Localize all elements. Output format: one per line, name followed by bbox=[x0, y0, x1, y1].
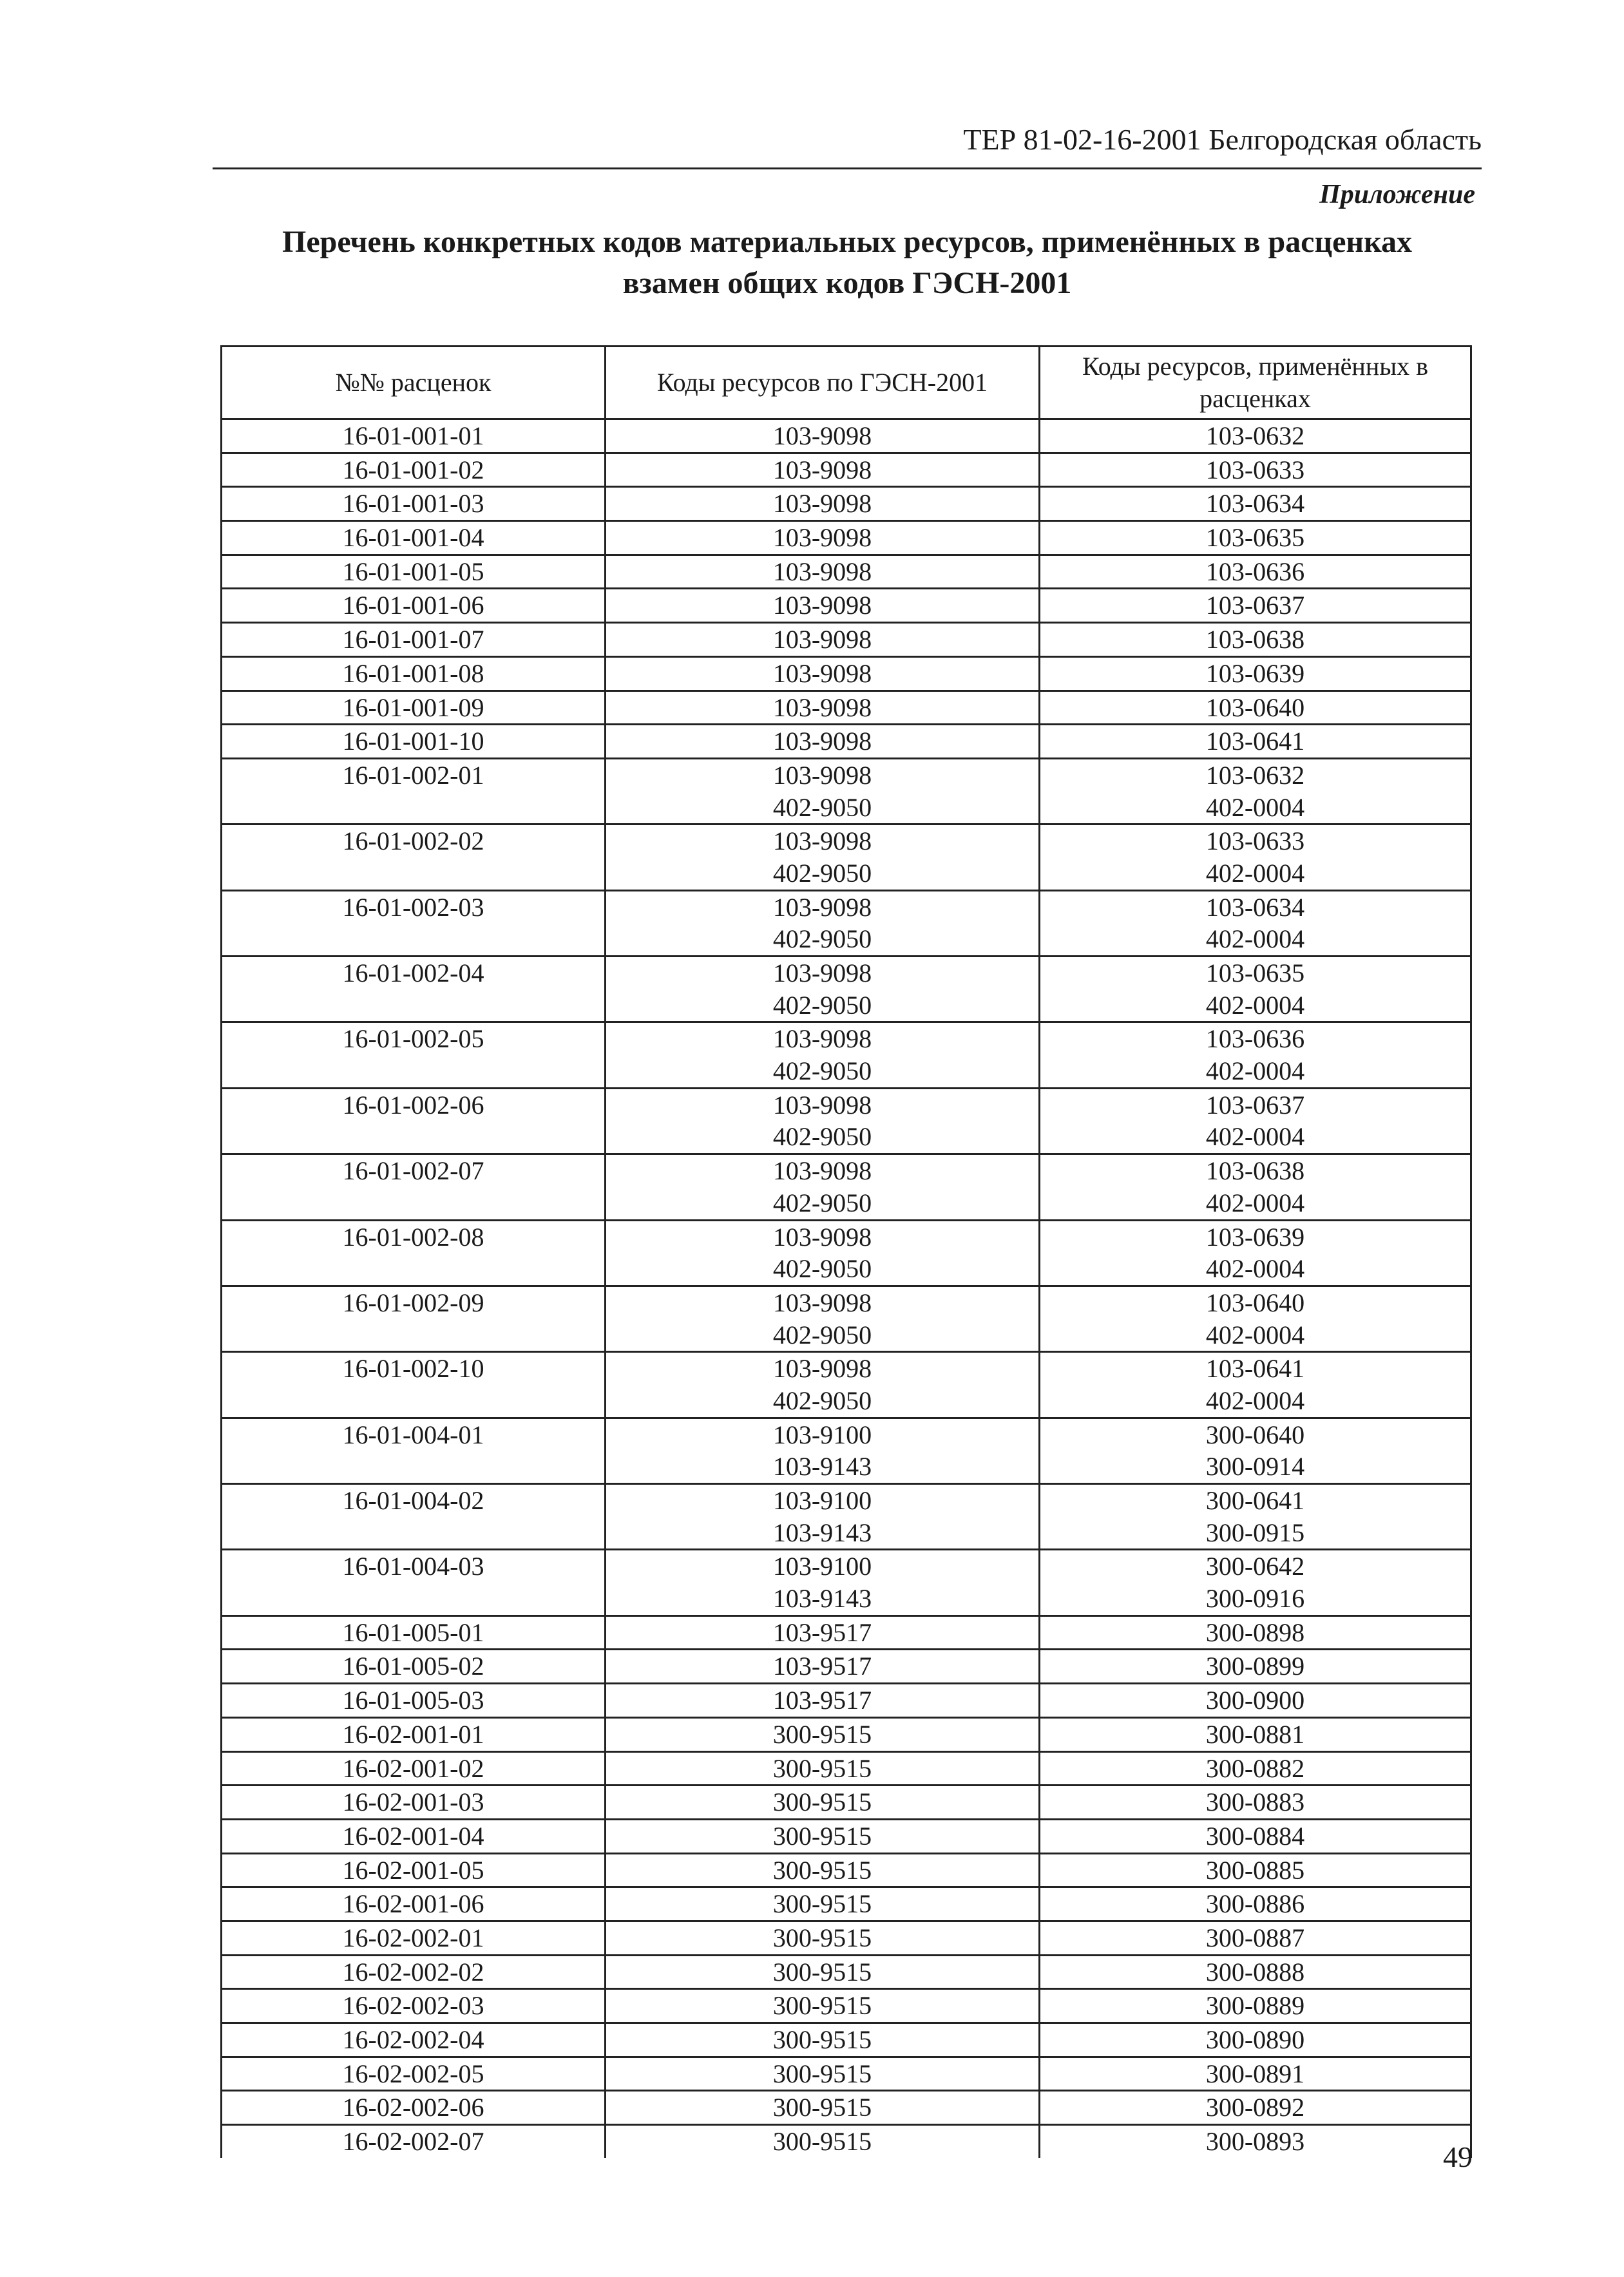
gesn-code-cell: 103-9098 bbox=[606, 725, 1040, 759]
table-row bbox=[222, 1921, 1471, 1955]
gesn-code-cell: 103-9098 bbox=[606, 957, 1040, 989]
rate-number-cell: 16-02-002-01 bbox=[222, 1921, 606, 1955]
gesn-code-cell: 300-9515 bbox=[606, 1989, 1040, 2023]
table-header-row bbox=[222, 347, 1471, 419]
gesn-code-cell: 402-9050 bbox=[606, 989, 1040, 1022]
gesn-code-cell: 402-9050 bbox=[606, 857, 1040, 890]
table-row bbox=[222, 656, 1471, 691]
table-row bbox=[222, 589, 1471, 623]
gesn-code-cell: 103-9143 bbox=[606, 1451, 1040, 1483]
appendix-label: Приложение bbox=[1319, 180, 1475, 209]
table-row bbox=[222, 1786, 1471, 1820]
applied-code-cell: 103-0635 bbox=[1040, 521, 1471, 555]
rate-number-cell: 16-02-001-01 bbox=[222, 1717, 606, 1751]
applied-code-cell: 300-0890 bbox=[1040, 2023, 1471, 2057]
gesn-code-cell: 103-9098 bbox=[606, 758, 1040, 791]
table-row bbox=[222, 1650, 1471, 1684]
rate-number-cell: 16-02-001-02 bbox=[222, 1751, 606, 1786]
gesn-code-cell: 103-9098 bbox=[606, 1154, 1040, 1187]
applied-code-cell: 300-0892 bbox=[1040, 2091, 1471, 2125]
gesn-code-cell: 103-9100 bbox=[606, 1418, 1040, 1451]
gesn-code-cell: 103-9098 bbox=[606, 890, 1040, 923]
applied-code-cell: 300-0885 bbox=[1040, 1853, 1471, 1887]
gesn-code-cell: 402-9050 bbox=[606, 1253, 1040, 1286]
applied-code-cell: 402-0004 bbox=[1040, 1253, 1471, 1286]
applied-code-cell: 103-0633 bbox=[1040, 824, 1471, 857]
table-row bbox=[222, 1550, 1471, 1583]
applied-code-cell: 300-0889 bbox=[1040, 1989, 1471, 2023]
gesn-code-cell: 300-9515 bbox=[606, 1853, 1040, 1887]
table-row bbox=[222, 725, 1471, 759]
table-row bbox=[222, 824, 1471, 857]
rate-number-cell: 16-01-002-09 bbox=[222, 1286, 606, 1351]
rate-number-cell: 16-01-001-04 bbox=[222, 521, 606, 555]
rate-number-cell: 16-02-001-04 bbox=[222, 1819, 606, 1853]
gesn-code-cell: 103-9098 bbox=[606, 419, 1040, 453]
rate-number-cell: 16-01-002-06 bbox=[222, 1088, 606, 1154]
applied-code-cell: 300-0642 bbox=[1040, 1550, 1471, 1583]
rate-number-cell: 16-01-004-02 bbox=[222, 1484, 606, 1550]
table-row bbox=[222, 1022, 1471, 1055]
rate-number-cell: 16-02-002-05 bbox=[222, 2057, 606, 2091]
rate-number-cell: 16-02-002-04 bbox=[222, 2023, 606, 2057]
table-row bbox=[222, 1220, 1471, 1253]
rate-number-cell: 16-02-002-06 bbox=[222, 2091, 606, 2125]
rate-number-cell: 16-02-001-05 bbox=[222, 1853, 606, 1887]
gesn-code-cell: 402-9050 bbox=[606, 1187, 1040, 1220]
gesn-code-cell: 103-9098 bbox=[606, 656, 1040, 691]
applied-code-cell: 103-0632 bbox=[1040, 419, 1471, 453]
rate-number-cell: 16-01-002-08 bbox=[222, 1220, 606, 1286]
gesn-code-cell: 300-9515 bbox=[606, 1717, 1040, 1751]
gesn-code-cell: 103-9100 bbox=[606, 1484, 1040, 1517]
rate-number-cell: 16-01-002-03 bbox=[222, 890, 606, 956]
applied-code-cell: 300-0915 bbox=[1040, 1517, 1471, 1550]
table-row bbox=[222, 2057, 1471, 2091]
gesn-code-cell: 103-9098 bbox=[606, 623, 1040, 657]
table-row bbox=[222, 1286, 1471, 1319]
running-header: ТЕР 81-02-16-2001 Белгородская область bbox=[213, 121, 1482, 169]
rate-number-cell: 16-01-001-02 bbox=[222, 453, 606, 487]
applied-code-cell: 103-0641 bbox=[1040, 725, 1471, 759]
table-row bbox=[222, 1484, 1471, 1517]
rate-number-cell: 16-01-002-04 bbox=[222, 957, 606, 1022]
gesn-code-cell: 103-9143 bbox=[606, 1583, 1040, 1615]
applied-code-cell: 103-0632 bbox=[1040, 758, 1471, 791]
table-row bbox=[222, 957, 1471, 989]
gesn-code-cell: 103-9517 bbox=[606, 1615, 1040, 1650]
gesn-code-cell: 300-9515 bbox=[606, 2057, 1040, 2091]
table-row bbox=[222, 758, 1471, 791]
gesn-code-cell: 300-9515 bbox=[606, 1786, 1040, 1820]
gesn-code-cell: 402-9050 bbox=[606, 1121, 1040, 1154]
applied-code-cell: 103-0633 bbox=[1040, 453, 1471, 487]
gesn-code-cell: 103-9143 bbox=[606, 1517, 1040, 1550]
rate-number-cell: 16-01-002-07 bbox=[222, 1154, 606, 1220]
applied-code-cell: 300-0887 bbox=[1040, 1921, 1471, 1955]
table-row bbox=[222, 1615, 1471, 1650]
rate-number-cell: 16-01-001-10 bbox=[222, 725, 606, 759]
table-row bbox=[222, 1717, 1471, 1751]
applied-code-cell: 103-0636 bbox=[1040, 1022, 1471, 1055]
rate-number-cell: 16-01-005-03 bbox=[222, 1684, 606, 1718]
table-row bbox=[222, 1955, 1471, 1989]
gesn-code-cell: 103-9098 bbox=[606, 1286, 1040, 1319]
table-row bbox=[222, 487, 1471, 521]
gesn-code-cell: 103-9517 bbox=[606, 1650, 1040, 1684]
rate-number-cell: 16-02-001-06 bbox=[222, 1887, 606, 1921]
table-row bbox=[222, 890, 1471, 923]
applied-code-cell: 402-0004 bbox=[1040, 857, 1471, 890]
applied-code-cell: 300-0883 bbox=[1040, 1786, 1471, 1820]
applied-code-cell: 402-0004 bbox=[1040, 1187, 1471, 1220]
gesn-code-cell: 103-9098 bbox=[606, 555, 1040, 589]
applied-code-cell: 402-0004 bbox=[1040, 792, 1471, 824]
applied-code-cell: 103-0638 bbox=[1040, 623, 1471, 657]
table-row bbox=[222, 2091, 1471, 2125]
gesn-code-cell: 300-9515 bbox=[606, 1887, 1040, 1921]
gesn-code-cell: 103-9100 bbox=[606, 1550, 1040, 1583]
gesn-code-cell: 402-9050 bbox=[606, 1319, 1040, 1352]
gesn-code-cell: 402-9050 bbox=[606, 1385, 1040, 1418]
rate-number-cell: 16-02-001-03 bbox=[222, 1786, 606, 1820]
applied-code-cell: 103-0636 bbox=[1040, 555, 1471, 589]
page-title-line-1: Перечень конкретных кодов материальных ресурсов, применённых в расценках bbox=[282, 225, 1412, 259]
rate-number-cell: 16-01-002-01 bbox=[222, 758, 606, 824]
applied-code-cell: 300-0641 bbox=[1040, 1484, 1471, 1517]
applied-code-cell: 300-0881 bbox=[1040, 1717, 1471, 1751]
table-row bbox=[222, 1751, 1471, 1786]
gesn-code-cell: 103-9098 bbox=[606, 1352, 1040, 1385]
table-row bbox=[222, 1154, 1471, 1187]
column-header-applied-codes: Коды ресурсов, применённых в расценках bbox=[1040, 347, 1471, 419]
applied-code-cell: 402-0004 bbox=[1040, 989, 1471, 1022]
applied-code-cell: 103-0639 bbox=[1040, 1220, 1471, 1253]
applied-code-cell: 300-0914 bbox=[1040, 1451, 1471, 1483]
page-title-line-2: взамен общих кодов ГЭСН-2001 bbox=[622, 266, 1072, 300]
gesn-code-cell: 103-9098 bbox=[606, 1088, 1040, 1121]
rate-number-cell: 16-02-002-03 bbox=[222, 1989, 606, 2023]
gesn-code-cell: 103-9098 bbox=[606, 1022, 1040, 1055]
applied-code-cell: 103-0639 bbox=[1040, 656, 1471, 691]
rate-number-cell: 16-01-005-01 bbox=[222, 1615, 606, 1650]
rate-number-cell: 16-01-001-08 bbox=[222, 656, 606, 691]
resource-codes-table bbox=[220, 345, 1472, 2158]
rate-number-cell: 16-01-001-03 bbox=[222, 487, 606, 521]
applied-code-cell: 300-0899 bbox=[1040, 1650, 1471, 1684]
applied-code-cell: 103-0640 bbox=[1040, 1286, 1471, 1319]
applied-code-cell: 103-0640 bbox=[1040, 691, 1471, 725]
rate-number-cell: 16-01-001-07 bbox=[222, 623, 606, 657]
applied-code-cell: 300-0898 bbox=[1040, 1615, 1471, 1650]
gesn-code-cell: 103-9098 bbox=[606, 691, 1040, 725]
table-row bbox=[222, 521, 1471, 555]
applied-code-cell: 300-0888 bbox=[1040, 1955, 1471, 1989]
applied-code-cell: 300-0886 bbox=[1040, 1887, 1471, 1921]
table-row bbox=[222, 1887, 1471, 1921]
gesn-code-cell: 103-9098 bbox=[606, 1220, 1040, 1253]
applied-code-cell: 103-0637 bbox=[1040, 1088, 1471, 1121]
table-row bbox=[222, 419, 1471, 453]
table-row bbox=[222, 1088, 1471, 1121]
rate-number-cell: 16-02-002-02 bbox=[222, 1955, 606, 1989]
table-row bbox=[222, 453, 1471, 487]
gesn-code-cell: 300-9515 bbox=[606, 1819, 1040, 1853]
rate-number-cell: 16-02-002-07 bbox=[222, 2125, 606, 2158]
gesn-code-cell: 402-9050 bbox=[606, 792, 1040, 824]
page-number: 49 bbox=[1443, 2140, 1473, 2173]
applied-code-cell: 103-0638 bbox=[1040, 1154, 1471, 1187]
applied-code-cell: 402-0004 bbox=[1040, 1055, 1471, 1088]
gesn-code-cell: 402-9050 bbox=[606, 923, 1040, 956]
gesn-code-cell: 300-9515 bbox=[606, 2091, 1040, 2125]
rate-number-cell: 16-01-004-01 bbox=[222, 1418, 606, 1483]
gesn-code-cell: 103-9098 bbox=[606, 521, 1040, 555]
table-row bbox=[222, 2125, 1471, 2158]
applied-code-cell: 402-0004 bbox=[1040, 1319, 1471, 1352]
rate-number-cell: 16-01-002-10 bbox=[222, 1352, 606, 1418]
applied-code-cell: 103-0634 bbox=[1040, 890, 1471, 923]
rate-number-cell: 16-01-001-06 bbox=[222, 589, 606, 623]
gesn-code-cell: 103-9517 bbox=[606, 1684, 1040, 1718]
table-row bbox=[222, 1989, 1471, 2023]
gesn-code-cell: 300-9515 bbox=[606, 1955, 1040, 1989]
gesn-code-cell: 103-9098 bbox=[606, 487, 1040, 521]
applied-code-cell: 103-0634 bbox=[1040, 487, 1471, 521]
applied-code-cell: 300-0882 bbox=[1040, 1751, 1471, 1786]
gesn-code-cell: 300-9515 bbox=[606, 1921, 1040, 1955]
column-header-rate-number: №№ расценок bbox=[222, 347, 606, 419]
applied-code-cell: 300-0884 bbox=[1040, 1819, 1471, 1853]
rate-number-cell: 16-01-005-02 bbox=[222, 1650, 606, 1684]
table-body bbox=[222, 419, 1471, 2158]
rate-number-cell: 16-01-002-05 bbox=[222, 1022, 606, 1088]
table-row bbox=[222, 623, 1471, 657]
applied-code-cell: 300-0893 bbox=[1040, 2125, 1471, 2158]
applied-code-cell: 402-0004 bbox=[1040, 1121, 1471, 1154]
gesn-code-cell: 103-9098 bbox=[606, 589, 1040, 623]
table-row bbox=[222, 555, 1471, 589]
table-row bbox=[222, 1418, 1471, 1451]
rate-number-cell: 16-01-001-05 bbox=[222, 555, 606, 589]
applied-code-cell: 402-0004 bbox=[1040, 923, 1471, 956]
gesn-code-cell: 300-9515 bbox=[606, 2125, 1040, 2158]
rate-number-cell: 16-01-001-01 bbox=[222, 419, 606, 453]
table-row bbox=[222, 2023, 1471, 2057]
gesn-code-cell: 402-9050 bbox=[606, 1055, 1040, 1088]
gesn-code-cell: 300-9515 bbox=[606, 1751, 1040, 1786]
applied-code-cell: 103-0635 bbox=[1040, 957, 1471, 989]
applied-code-cell: 300-0900 bbox=[1040, 1684, 1471, 1718]
rate-number-cell: 16-01-002-02 bbox=[222, 824, 606, 890]
rate-number-cell: 16-01-001-09 bbox=[222, 691, 606, 725]
gesn-code-cell: 103-9098 bbox=[606, 453, 1040, 487]
column-header-gesn-codes: Коды ресурсов по ГЭСН-2001 bbox=[606, 347, 1040, 419]
applied-code-cell: 103-0641 bbox=[1040, 1352, 1471, 1385]
gesn-code-cell: 300-9515 bbox=[606, 2023, 1040, 2057]
applied-code-cell: 300-0891 bbox=[1040, 2057, 1471, 2091]
applied-code-cell: 103-0637 bbox=[1040, 589, 1471, 623]
table-row bbox=[222, 1352, 1471, 1385]
applied-code-cell: 402-0004 bbox=[1040, 1385, 1471, 1418]
page-title bbox=[213, 222, 1482, 304]
table-row bbox=[222, 1819, 1471, 1853]
applied-code-cell: 300-0640 bbox=[1040, 1418, 1471, 1451]
rate-number-cell: 16-01-004-03 bbox=[222, 1550, 606, 1615]
table-row bbox=[222, 1684, 1471, 1718]
gesn-code-cell: 103-9098 bbox=[606, 824, 1040, 857]
applied-code-cell: 300-0916 bbox=[1040, 1583, 1471, 1615]
table-row bbox=[222, 1853, 1471, 1887]
table-row bbox=[222, 691, 1471, 725]
